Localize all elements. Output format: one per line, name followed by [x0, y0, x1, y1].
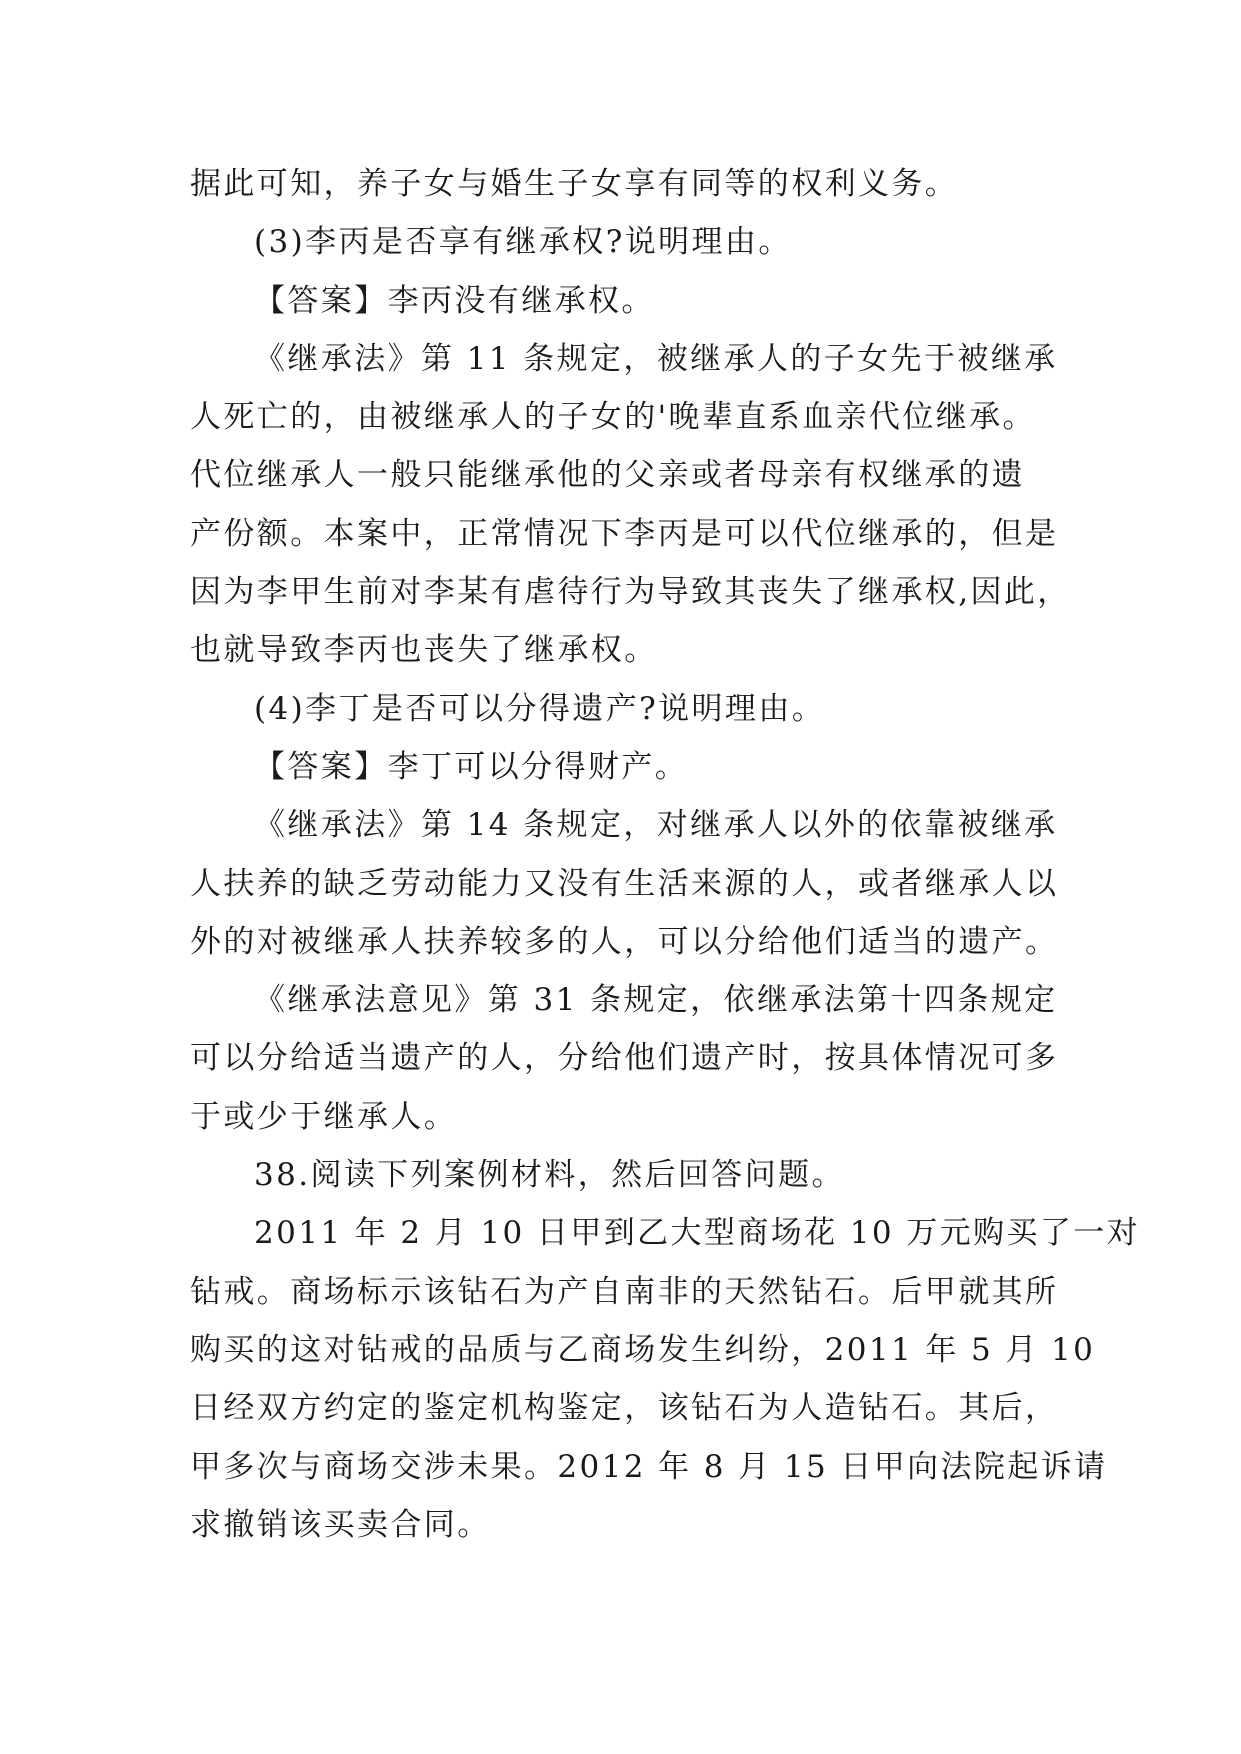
text-line: 外的对被继承人扶养较多的人，可以分给他们适当的遗产。	[190, 923, 1059, 960]
text-line: 《继承法意见》第 31 条规定，依继承法第十四条规定	[254, 982, 1058, 1019]
text-line: 《继承法》第 14 条规定，对继承人以外的依靠被继承	[254, 807, 1058, 844]
text-line: (3)李丙是否享有继承权?说明理由。	[254, 224, 792, 261]
text-line: 也就导致李丙也丧失了继承权。	[190, 632, 658, 669]
text-line: 日经双方约定的鉴定机构鉴定，该钻石为人造钻石。其后，	[190, 1390, 1059, 1427]
text-line: (4)李丁是否可以分得遗产?说明理由。	[254, 690, 826, 727]
text-line: 人扶养的缺乏劳动能力又没有生活来源的人，或者继承人以	[190, 865, 1059, 902]
text-line: 甲多次与商场交涉未果。2012 年 8 月 15 日甲向法院起诉请	[190, 1448, 1108, 1485]
text-line: 38.阅读下列案例材料，然后回答问题。	[254, 1157, 845, 1194]
text-line: 可以分给适当遗产的人，分给他们遗产时，按具体情况可多	[190, 1040, 1059, 1077]
text-line: 于或少于继承人。	[190, 1098, 458, 1135]
text-line: 人死亡的，由被继承人的子女的'晚辈直系血亲代位继承。	[190, 399, 1036, 436]
document-body	[190, 155, 1141, 1554]
text-line: 【答案】李丙没有继承权。	[254, 282, 655, 319]
text-line: 2011 年 2 月 10 日甲到乙大型商场花 10 万元购买了一对	[254, 1215, 1141, 1252]
text-line: 钻戒。商场标示该钻石为产自南非的天然钻石。后甲就其所	[190, 1273, 1059, 1310]
text-line: 【答案】李丁可以分得财产。	[254, 748, 689, 785]
text-line: 求撤销该买卖合同。	[190, 1506, 491, 1543]
text-line: 代位继承人一般只能继承他的父亲或者母亲有权继承的遗	[190, 457, 1025, 494]
text-line: 因为李甲生前对李某有虐待行为导致其丧失了继承权,因此，	[190, 574, 1071, 611]
text-line: 据此可知，养子女与婚生子女享有同等的权利义务。	[190, 166, 959, 202]
text-line: 《继承法》第 11 条规定，被继承人的子女先于被继承	[254, 340, 1058, 377]
text-line: 购买的这对钻戒的品质与乙商场发生纠纷，2011 年 5 月 10	[190, 1331, 1096, 1368]
text-line: 产份额。本案中，正常情况下李丙是可以代位继承的，但是	[190, 515, 1059, 552]
